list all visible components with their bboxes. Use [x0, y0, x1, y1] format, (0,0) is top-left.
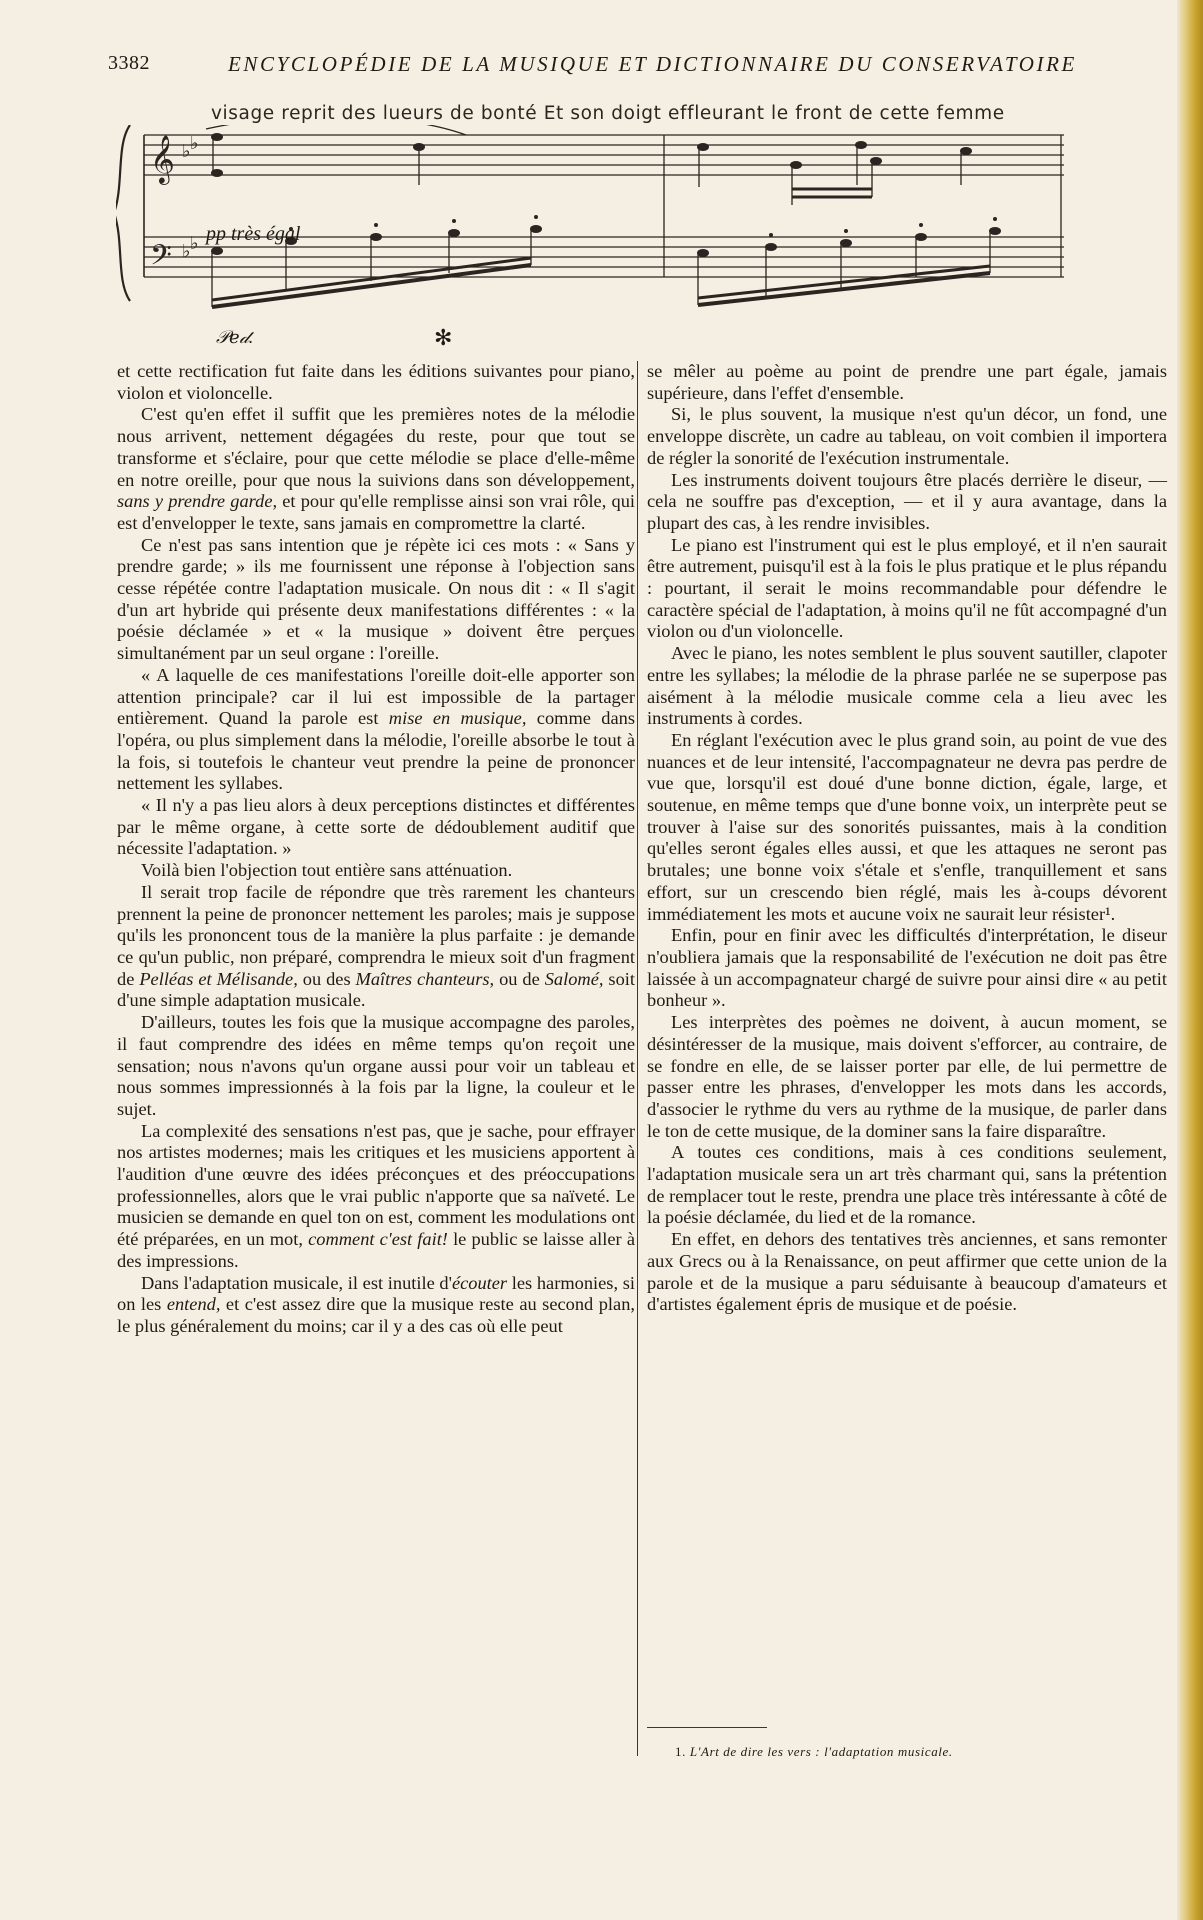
text-run: et pour qu'elle remplisse ainsi son vrai rôle, qui est d'envelopper le texte, sans jamais en compromettre la clarté. [117, 491, 635, 533]
text-run: comme dans l'opéra, ou plus simplement dans la mélodie, l'oreille absorbe le tout à la fois, si toutefois le chanteur veut prendre la peine de prononcer nettement les syllabes. [117, 708, 635, 794]
running-title: ENCYCLOPÉDIE DE LA MUSIQUE ET DICTIONNAIRE DU CONSERVATOIRE [228, 52, 1077, 76]
paragraph: se mêler au poème au point de prendre une part égale, jamais supérieure, dans l'effet d'ensemble. [647, 361, 1167, 403]
italic-text: sans y prendre garde, [117, 491, 278, 512]
paragraph [117, 1273, 635, 1338]
music-example [116, 95, 1066, 360]
text-run: Dans l'adaptation musicale, il est inutile d' [141, 1272, 452, 1293]
footnote-rule [647, 1727, 767, 1728]
italic-text: entend, [166, 1294, 221, 1315]
paragraph: Si, le plus souvent, la musique n'est qu'un décor, un fond, une enveloppe discrète, un cadre au tableau, on voit combien il importera de régler la sonorité de l'exécution instrumentale. [647, 404, 1167, 468]
paragraph [117, 665, 635, 795]
page-header [108, 52, 1077, 82]
music-lyric: visage reprit des lueurs de bonté Et son doigt effleurant le front de cette femme [211, 103, 1005, 124]
paragraph [117, 882, 635, 1012]
paragraph: « Il n'y a pas lieu alors à deux perceptions distinctes et différentes par le même organe, à cette sorte de dédoublement auditif que nécessite l'adaptation. » [117, 795, 635, 859]
italic-text: Maîtres chanteurs, [355, 968, 495, 989]
footnote-number: 1. [675, 1744, 686, 1759]
text-run: ou des [297, 968, 356, 989]
svg-text:𝄢: 𝄢 [150, 239, 172, 279]
svg-text:𝄞: 𝄞 [150, 134, 175, 183]
paragraph: A toutes ces conditions, mais à ces conditions seulement, l'adaptation musicale sera un art très charmant qui, sans la prétention de remplacer tout le reste, prendra une place très intéressante à côté de la poésie déclamée, du lied et de la romance. [647, 1142, 1167, 1228]
paragraph: En réglant l'exécution avec le plus grand soin, au point de vue des nuances et de leur intensité, l'accompagnateur ne devra pas perdre de vue que, lorsqu'il est doué d'une bonne diction, égale, large, et soutenue, en même temps que d'une bonne voix, un interprète peut se trouver à l'aise sur des sonorités puissantes, mais à la condition qu'elles seront égales elles aussi, et que les attaques ne seront pas brutales; une bonne voix s'étale et s'enfle, tranquillement et sans effort, sur un crescendo bien réglé, mais les à-coups dévorent immédiatement les mots et aucune voix ne saurait leur résister¹. [647, 729, 1167, 924]
svg-text:♭: ♭ [190, 233, 199, 254]
left-text-column [117, 361, 635, 1338]
paragraph [117, 1121, 635, 1273]
paragraph: Enfin, pour en finir avec les difficultés d'interprétation, le diseur n'oubliera jamais que la responsabilité de l'exécution ne doit pas être laissée à un accompagnateur chargé de suivre pour ainsi dire « au petit bonheur ». [647, 925, 1167, 1011]
paragraph [117, 404, 635, 534]
text-run: C'est qu'en effet il suffit que les premières notes de la mélodie nous arrivent, nettement dégagées du reste, pour que tout se transforme et s'éclaire, pour que cette mélodie se place d'elle-même en notre oreille, pour que nous la suivions dans son développement, [117, 404, 635, 490]
text-run: les harmonies, si on les [117, 1272, 635, 1315]
svg-text:♭: ♭ [182, 241, 191, 262]
footnote [675, 1744, 953, 1760]
text-run: « A laquelle de ces manifestations l'oreille doit-elle apporter son attention principale? car il lui est impossible de la partager entièrement. Quand la parole est [117, 664, 635, 729]
pedal-release-mark: ✻ [434, 325, 453, 350]
text-run: le public se laisse aller à des impressions. [117, 1229, 635, 1271]
dynamic-marking: pp très égal [206, 223, 301, 245]
text-run: soit d'une simple adaptation musicale. [117, 968, 635, 1011]
paragraph: Avec le piano, les notes semblent le plus souvent sautiller, clapoter entre les syllabes; la mélodie de la phrase parlée ne se superpose pas aisément à la mélodie musicale comme cela a lieu avec les instruments à cordes. [647, 643, 1167, 729]
svg-text:♭: ♭ [182, 141, 191, 162]
italic-text: Pelléas et Mélisande, [139, 968, 298, 989]
paragraph: Le piano est l'instrument qui est le plus employé, et il n'en saurait être autrement, puisqu'il est à la fois le plus pratique et le plus répandu : pourtant, il serait le moins recommandable pour défendre le caractère spécial de l'adaptation, à moins qu'il ne fût accompagné d'un violon ou d'un violoncelle. [647, 534, 1167, 642]
text-run: La complexité des sensations n'est pas, que je sache, pour effrayer nos artistes modernes; mais les critiques et les musiciens apportent à l'audition d'une œuvre des idées préconçues et des préoccupations professionnelles, alors que le vrai public n'apporte que sa naïveté. Le musicien se demande en quel ton on est, comment les modulations ont été préparées, en un mot, [117, 1120, 635, 1250]
paragraph: D'ailleurs, toutes les fois que la musique accompagne des paroles, il faut comprendre des idées en même temps qu'on reçoit une sensation; nous n'avons qu'un organe aussi pour voir un tableau et nous sommes impressionnés à la fois par la ligne, la couleur et le sujet. [117, 1012, 635, 1119]
page-edge-binding [1177, 0, 1203, 1920]
italic-text: écouter [451, 1272, 508, 1293]
right-text-column [647, 361, 1167, 1316]
italic-text: mise en musique, [388, 708, 527, 729]
page-number: 3382 [108, 52, 150, 74]
italic-text: comment c'est fait! [308, 1229, 448, 1250]
paragraph: et cette rectification fut faite dans les éditions suivantes pour piano, violon et violoncelle. [117, 361, 635, 403]
text-run: Il serait trop facile de répondre que très rarement les chanteurs prennent la peine de prononcer nettement les paroles; mais je suppose qu'ils les prononcent tous de la manière la plus parfaite : je demande ce qu'un public, non préparé, comprendra le mieux soit d'un fragment de [117, 881, 635, 989]
text-run: et c'est assez dire que la musique reste au second plan, le plus généralement du moins; car il y a des cas où elle peut [117, 1294, 635, 1336]
paragraph: En effet, en dehors des tentatives très anciennes, et sans remonter aux Grecs ou à la Renaissance, on peut affirmer que cette union de la parole et de la musique a paru séduisante à beaucoup d'amateurs et d'artistes également épris de musique et de poésie. [647, 1229, 1167, 1315]
italic-text: Salomé, [544, 968, 604, 989]
paragraph: Ce n'est pas sans intention que je répète ici ces mots : « Sans y prendre garde; » ils me fournissent une réponse à l'objection sans cesse répétée contre l'adaptation musicale. On nous dit : « Il s'agit d'un art hybride qui présente deux manifestations différentes : « la poésie déclamée » et « la musique » doivent être perçues simultanément par un seul organe : l'oreille. [117, 534, 635, 664]
pedal-mark: 𝒫𝑒𝒹. [216, 327, 254, 347]
footnote-text: L'Art de dire les vers : l'adaptation musicale. [689, 1744, 953, 1759]
svg-text:♭: ♭ [190, 133, 199, 154]
paragraph: Voilà bien l'objection tout entière sans atténuation. [141, 860, 513, 881]
paragraph: Les interprètes des poèmes ne doivent, à aucun moment, se désintéresser de la musique, mais doivent s'efforcer, au contraire, de se fondre en elle, de se laisser porter par elle, de lui permettre de passer entre les phrases, d'envelopper les mots dans les accords, d'associer le rythme du vers au rythme de la musique, de parler dans le ton de cette musique, de la dominer sans la faire disparaître. [647, 1012, 1167, 1141]
text-run: ou de [494, 968, 545, 989]
paragraph: Les instruments doivent toujours être placés derrière le diseur, — cela ne souffre pas d'exception, — et il y aura avantage, dans la plupart des cas, à les rendre invisibles. [647, 469, 1167, 533]
